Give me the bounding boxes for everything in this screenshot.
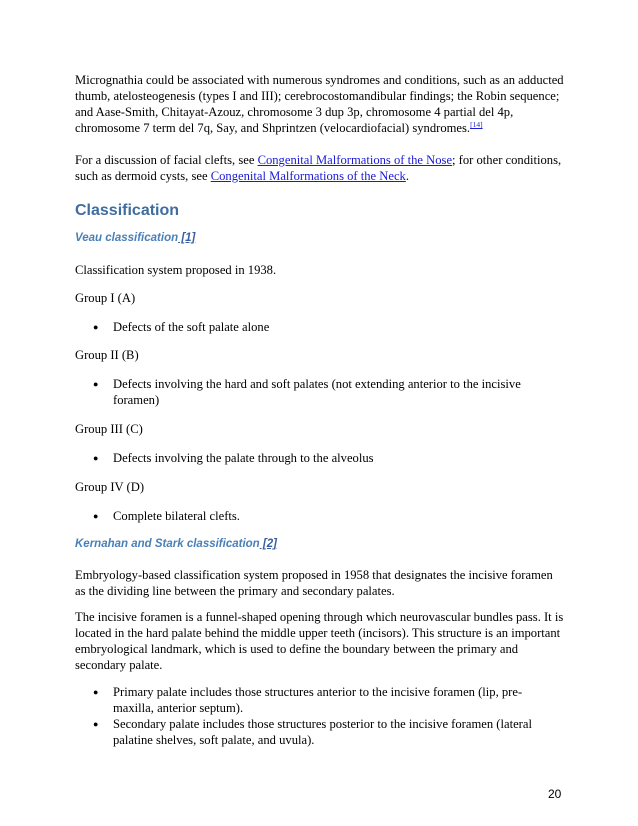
discussion-text-pre: For a discussion of facial clefts, see [75, 153, 258, 167]
discussion-text-post: . [405, 169, 410, 183]
kernahan-reference-link[interactable]: [2] [259, 538, 277, 550]
classification-heading: Classification [75, 202, 180, 219]
bullet-icon: ● [93, 379, 99, 389]
page-number: 20 [548, 787, 562, 801]
nose-malformations-link[interactable]: Congenital Malformations of the Nose [257, 153, 453, 167]
group-4-label: Group IV (D) [75, 480, 145, 494]
veau-heading [75, 232, 195, 244]
list-item-text: Defects involving the hard and soft palates (not extending anterior to the incisive foramen) [113, 377, 521, 407]
kernahan-paragraph-2: The incisive foramen is a funnel-shaped opening through which neurovascular bundles pass. It is located in the hard palate behind the middle upper teeth (incisors). This structure is an important embryological landmark, which is used to define the boundary between the primary and secondary palate. [75, 610, 564, 672]
group-1-label: Group I (A) [75, 291, 136, 305]
veau-intro: Classification system proposed in 1938. [75, 263, 277, 277]
kernahan-title: Kernahan and Stark classification [75, 538, 260, 550]
intro-reference-link[interactable]: [14] [470, 119, 483, 129]
intro-text: Micrognathia could be associated with numerous syndromes and conditions, such as an adducted thumb, atelosteogenesis (types I and III); cerebrocostomandibular findings; the Robin sequence; and Aase-Smith, Chitayat-Azouz, chromosome 3 dup 3p, chromosome 4 partial del 4p, chromosome 7 term del 7q, Say, and Shprintzen (velocardiofacial) syndromes. [75, 73, 564, 135]
bullet-icon: ● [93, 687, 99, 697]
list-item-text: Secondary palate includes those structures posterior to the incisive foramen (lateral palatine shelves, soft palate, and uvula). [113, 717, 532, 747]
bullet-icon: ● [93, 511, 99, 521]
bullet-icon: ● [93, 322, 99, 332]
group-2-label: Group II (B) [75, 348, 139, 362]
kernahan-heading [75, 538, 277, 550]
list-item-text: Defects of the soft palate alone [113, 320, 270, 334]
list-item-text: Defects involving the palate through to the alveolus [113, 451, 374, 465]
discussion-paragraph [75, 152, 565, 184]
kernahan-paragraph-1: Embryology-based classification system proposed in 1958 that designates the incisive foramen as the dividing line between the primary and secondary palates. [75, 568, 553, 598]
intro-paragraph [75, 72, 565, 136]
bullet-icon: ● [93, 719, 99, 729]
veau-title: Veau classification [75, 232, 179, 244]
neck-malformations-link[interactable]: Congenital Malformations of the Neck [210, 169, 406, 183]
list-item-text: Complete bilateral clefts. [113, 509, 240, 523]
veau-reference-link[interactable]: [1] [178, 232, 196, 244]
discussion-text-mid: ; for other conditions, such as dermoid cysts, see [75, 153, 562, 183]
group-3-label: Group III (C) [75, 422, 143, 436]
bullet-icon: ● [93, 453, 99, 463]
list-item-text: Primary palate includes those structures anterior to the incisive foramen (lip, pre-maxilla, anterior septum). [113, 685, 523, 715]
